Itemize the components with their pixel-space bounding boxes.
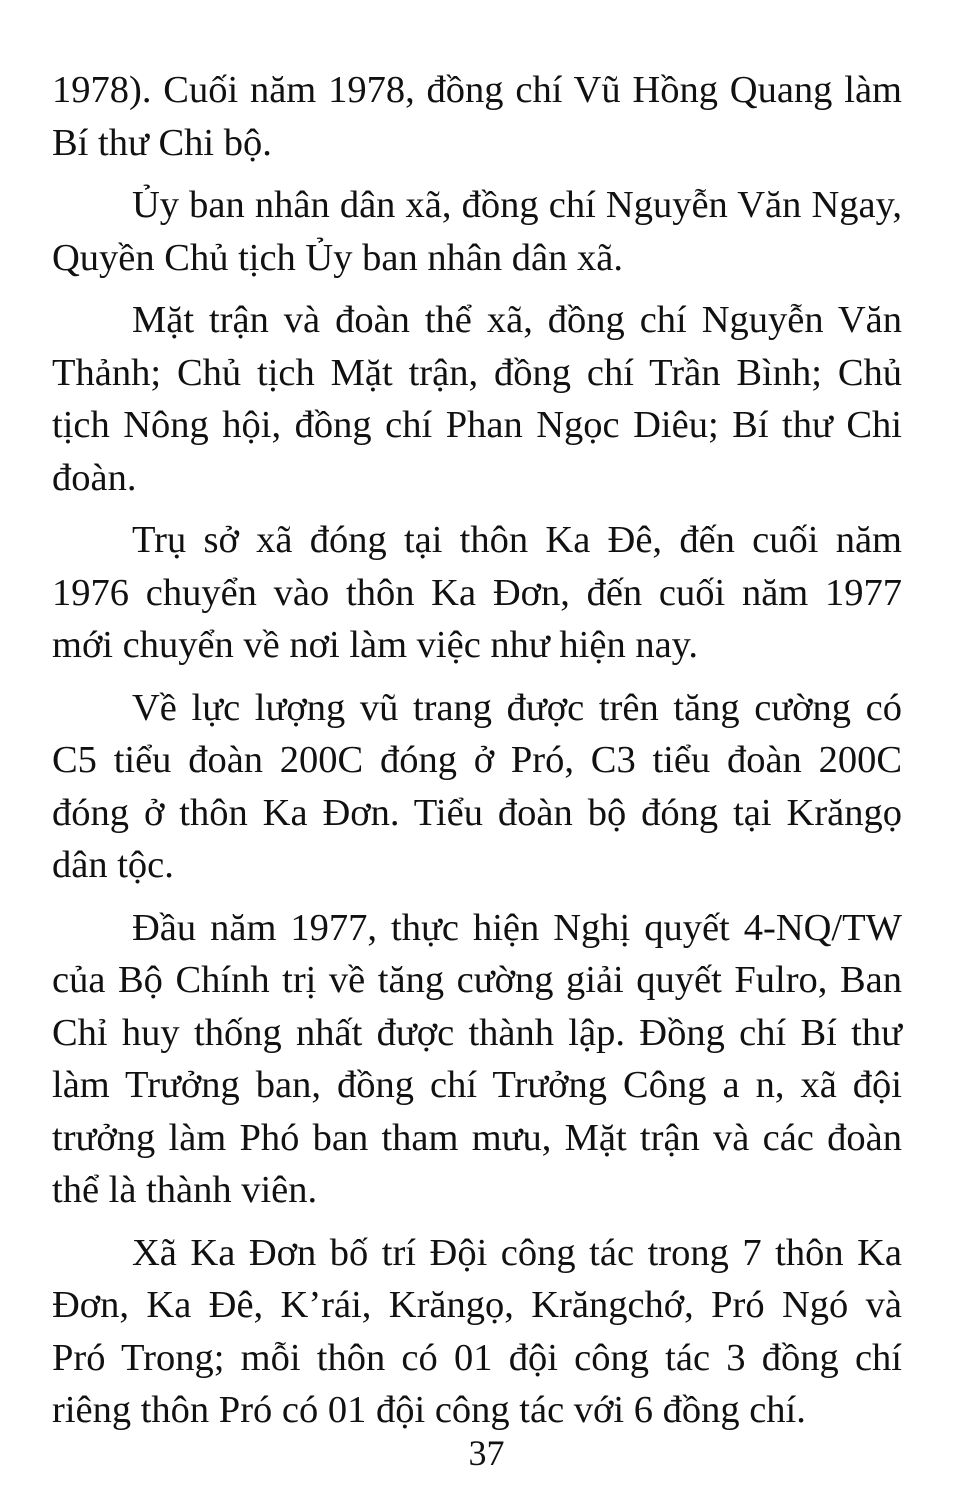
paragraph-armed-forces: Về lực lượng vũ trang được trên tăng cường có C5 tiểu đoàn 200C đóng ở Pró, C3 tiểu đoàn 200C đóng ở thôn Ka Đơn. Tiểu đoàn bộ đóng tại Krăngọ dân tộc.	[52, 686, 902, 886]
paragraph-people-committee: Ủy ban nhân dân xã, đồng chí Nguyễn Văn Ngay, Quyền Chủ tịch Ủy ban nhân dân xã.	[52, 184, 902, 279]
paragraph-resolution: Đầu năm 1977, thực hiện Nghị quyết 4-NQ/TW của Bộ Chính trị về tăng cường giải quyết Fulro, Ban Chỉ huy thống nhất được thành lập. Đồng chí Bí thư làm Trưởng ban, đồng chí Trưởng Công a n, xã đội trưởng làm Phó ban tham mưu, Mặt trận và các đoàn thể là thành viên.	[52, 906, 902, 1211]
page-body	[52, 64, 902, 1447]
page-number: 37	[468, 1433, 505, 1473]
paragraph-continuation: 1978). Cuối năm 1978, đồng chí Vũ Hồng Quang làm Bí thư Chi bộ.	[52, 69, 902, 164]
paragraph-work-teams: Xã Ka Đơn bố trí Đội công tác trong 7 thôn Ka Đơn, Ka Đê, K’rái, Krăngọ, Krăngchớ, Pró Ngó và Pró Trong; mỗi thôn có 01 đội công tác 3 đồng chí riêng thôn Pró có 01 đội công tác với 6 đồng chí.	[52, 1231, 902, 1431]
paragraph-headquarters: Trụ sở xã đóng tại thôn Ka Đê, đến cuối năm 1976 chuyển vào thôn Ka Đơn, đến cuối năm 1977 mới chuyển về nơi làm việc như hiện nay.	[52, 519, 902, 666]
paragraph-front-organizations: Mặt trận và đoàn thể xã, đồng chí Nguyễn Văn Thảnh; Chủ tịch Mặt trận, đồng chí Trần Bình; Chủ tịch Nông hội, đồng chí Phan Ngọc Diêu; Bí thư Chi đoàn.	[52, 299, 902, 499]
